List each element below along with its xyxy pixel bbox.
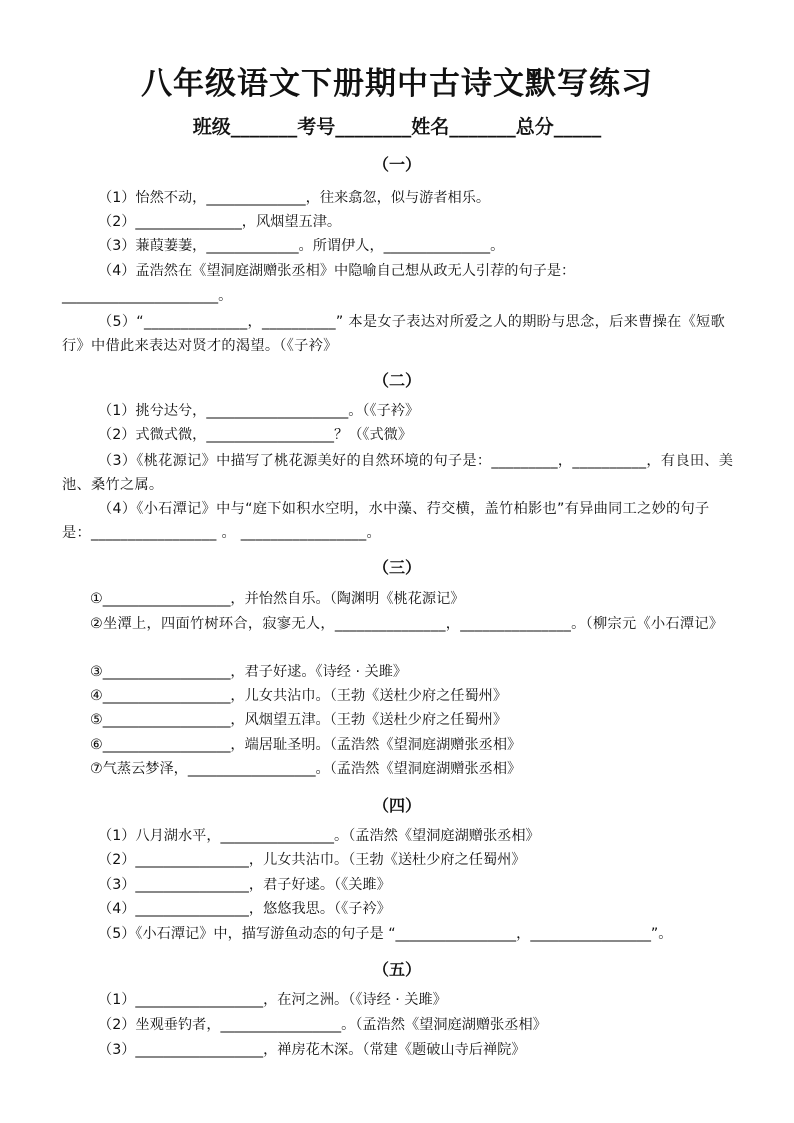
question-line: ①__________________，并怡然自乐。（陶渊明《桃花源记》: [90, 591, 465, 607]
question-line: （3）《桃花源记》中描写了桃花源美好的自然环境的句子是：_________，__________，有良田、美池、桑竹之属。: [62, 453, 734, 493]
question-line: （3）__________________，禅房花木深。（常建《题破山寺后禅院》: [98, 1042, 526, 1058]
question-line: ④__________________，儿女共沾巾。（王勃《送杜少府之任蜀州》: [90, 688, 508, 704]
section-heading-3: （三）: [372, 558, 421, 577]
question-line: （4）《小石潭记》中与“庭下如积水空明，水中藻、荇交横，盖竹柏影也”有异曲同工之妙的句子是：_________________ 。 _________________。: [62, 501, 710, 541]
section-heading-1: （一）: [372, 155, 421, 174]
question-line: （3）________________，君子好逑。（《关雎》: [98, 877, 391, 893]
section-heading-4: （四）: [372, 796, 421, 815]
section-heading-5: （五）: [372, 960, 421, 979]
section-heading-2: （二）: [372, 371, 421, 390]
question-line: （1）怡然不动，______________，往来翕忽，似与游者相乐。: [98, 190, 491, 206]
question-line: ⑤__________________，风烟望五津。（王勃《送杜少府之任蜀州》: [90, 712, 508, 728]
question-line: （4）孟浩然在《望洞庭湖赠张丞相》中隐喻自己想从政无人引荐的句子是：: [98, 263, 576, 279]
question-line: ②坐潭上，四面竹树环合，寂寥无人，_______________，_______________。（柳宗元《小石潭记》: [90, 616, 724, 632]
question-line: ⑦气蒸云梦泽，__________________。（孟浩然《望洞庭湖赠张丞相》: [90, 761, 522, 777]
question-answer-line: ______________________。: [62, 288, 233, 304]
question-line: （2）________________，儿女共沾巾。（王勃《送杜少府之任蜀州》: [98, 852, 526, 868]
question-line: （1）__________________，在河之洲。（《诗经 · 关雎》: [98, 992, 447, 1008]
question-line: （2）_______________，风烟望五津。: [98, 214, 342, 230]
question-line: （5）“______________，__________” 本是女子表达对所爱之人的期盼与思念，后来曹操在《短歌行》中借此来表达对贤才的渴望。（《子衿》: [62, 314, 726, 354]
question-line: （4）________________，悠悠我思。（《子衿》: [98, 901, 391, 917]
question-line: ③__________________，君子好逑。《诗经 · 关雎》: [90, 664, 408, 680]
question-line: （3）蒹葭萋萋，_____________。所谓伊人，_______________。: [98, 238, 505, 254]
question-line: （1）挑兮达兮，____________________。（《子衿》: [98, 403, 420, 419]
student-info-line: 班级_______考号________姓名_______总分_____: [192, 116, 602, 138]
question-line: （1）八月湖水平，________________。（孟浩然《望洞庭湖赠张丞相》: [98, 828, 540, 844]
page-title: 八年级语文下册期中古诗文默写练习: [141, 66, 653, 102]
question-line: （5）《小石潭记》中，描写游鱼动态的句子是 “_________________，_________________”。: [98, 926, 673, 942]
question-line: （2）坐观垂钓者，_________________。（孟浩然《望洞庭湖赠张丞相》: [98, 1017, 547, 1033]
question-line: ⑥__________________，端居耻圣明。（孟浩然《望洞庭湖赠张丞相》: [90, 737, 522, 753]
question-line: （2）式微式微，__________________？（《式微》: [98, 427, 413, 443]
